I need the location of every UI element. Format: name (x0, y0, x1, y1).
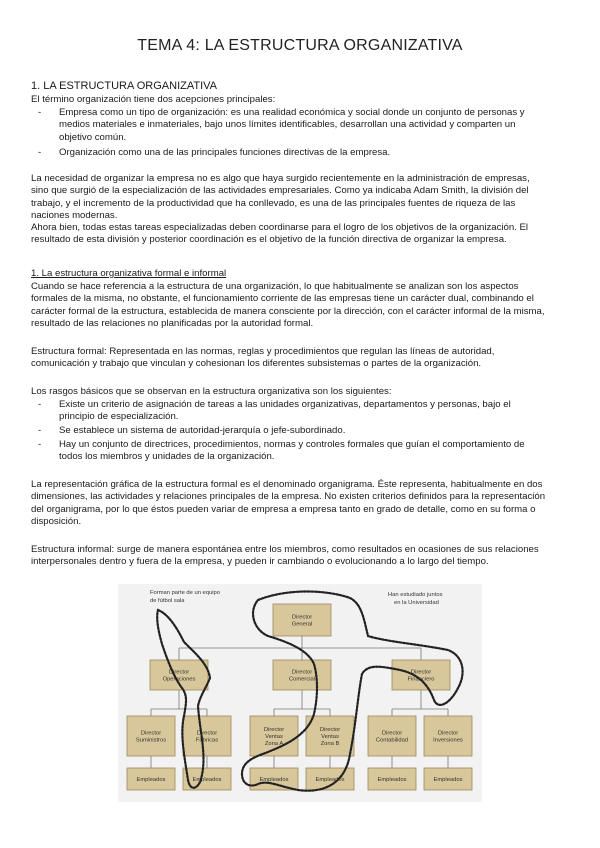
list-item (59, 147, 574, 159)
paragraph (31, 281, 576, 330)
annotation-right-line: en la Universidad (394, 600, 439, 606)
chart-box-label: Operaciones (162, 676, 196, 683)
chart-box-label: Empleados (136, 777, 166, 783)
chart-box-label: Empleados (315, 777, 345, 783)
paragraph-line: sino que surgió de la especialización de las actividades empresariales. Como ya indicaba Adam Smith, la división del (31, 185, 529, 197)
chart-box-label: Fábricas (195, 737, 219, 744)
chart-box-label: Inversiones (433, 737, 463, 744)
paragraph (31, 479, 576, 528)
list-bullet: - (38, 439, 42, 450)
box-level2 (273, 660, 331, 690)
chart-box-label: Director (168, 669, 190, 676)
chart-box-label: Director (437, 730, 459, 737)
chart-box-label: Director (196, 730, 218, 737)
organization-chart (118, 584, 482, 802)
list-item (59, 399, 574, 424)
chart-box-label: Director (319, 726, 341, 733)
list-item-line: objetivo común. (59, 131, 127, 143)
paragraph-line: resultado de las relaciones no planificadas por la autoridad formal. (31, 317, 314, 329)
annotation-left-line: Forman parte de un equipo (150, 590, 220, 596)
subsection-heading: 1. La estructura organizativa formal e informal (31, 268, 227, 279)
paragraph-line: resultado de esta división y posterior coordinación es el objetivo de la función directiva de organizar la empresa. (31, 234, 507, 246)
chart-box-label: Empleados (259, 777, 289, 783)
list-bullet: - (38, 425, 42, 436)
list-item (59, 439, 574, 464)
paragraph-line: La representación gráfica de la estructura formal es el denominado organigrama. Éste representa, habitualmente en dos (31, 479, 543, 490)
annotation-left-line: de fútbol sala (150, 598, 185, 604)
chart-box-label: Ventas (265, 734, 283, 740)
chart-box-label: Zona A (264, 741, 284, 748)
box-level3 (306, 716, 354, 756)
box-employees (127, 768, 175, 790)
box-employees (368, 768, 416, 790)
chart-box-label: Financiero (407, 676, 435, 683)
chart-box-label: Zona B (320, 741, 340, 748)
paragraph-line: comunicación y trabajo que vinculan y cohesionan los diferentes subsistemas o partes de la organización. (31, 358, 482, 370)
chart-box-label: Director (381, 730, 403, 737)
paragraph-line: Estructura informal: surge de manera espontánea entre los miembros, como resultados en ocasiones de sus relaciones (31, 544, 539, 555)
list-item (59, 425, 574, 437)
paragraph-line: La necesidad de organizar la empresa no es algo que haya surgido recientemente en la administración de empresas, (31, 173, 530, 184)
annotation-right-line: Han estudiado juntos (388, 592, 443, 598)
paragraph-line: del organigrama, por lo que éstos pueden variar de empresa a empresa tanto en grado de detalle, como en su forma o (31, 503, 536, 515)
chart-box-label: Director (140, 730, 162, 737)
list-item-line: principio de especialización. (59, 411, 179, 423)
list-item-line: Organización como una de las principales funciones directivas de la empresa. (59, 147, 391, 158)
box-employees (424, 768, 472, 790)
paragraph-line: interpersonales dentro y fuera de la empresa, y pueden ir cambiando o evolucionando a lo largo del tiempo. (31, 556, 489, 568)
list-bullet: - (38, 147, 42, 158)
chart-box-label: General (291, 621, 313, 628)
paragraph-line: naciones modernas. (31, 209, 118, 221)
list-item-line: medios materiales e inmateriales, bajo unos límites identificables, desarrollan una actividad y comparten un (59, 119, 516, 131)
page-title: TEMA 4: LA ESTRUCTURA ORGANIZATIVA (137, 37, 463, 54)
chart-box-label: Contabilidad (375, 737, 409, 744)
paragraph-line: dimensiones, las actividades y relaciones principales de la empresa. No existen criterios definidos para la representación (31, 491, 546, 503)
paragraph (31, 544, 576, 569)
section-heading: 1. LA ESTRUCTURA ORGANIZATIVA (31, 80, 218, 92)
chart-box-label: Empleados (377, 777, 407, 783)
chart-box-label: Director (263, 726, 285, 733)
paragraph (31, 346, 576, 371)
box-level2 (392, 660, 450, 690)
list-item-line: Existe un criterio de asignación de tareas a las unidades organizativas, departamentos y personas, bajo el (59, 399, 511, 410)
list-bullet: - (38, 399, 42, 410)
box-director-general (273, 604, 331, 636)
chart-box-label: Suministros (135, 737, 167, 744)
list-item-line: todos los miembros y unidades de la organización. (59, 451, 275, 463)
chart-box-label: Ventas (321, 734, 339, 740)
chart-box-label: Director (291, 669, 313, 676)
chart-box-label: Empleados (433, 777, 463, 783)
paragraph-line: Ahora bien, todas estas tareas especializadas deben coordinarse para el logro de los objetivos de la organización. El (31, 222, 529, 234)
chart-box-label: Director (291, 614, 313, 621)
paragraph-line: formales de la misma, no obstante, el funcionamiento corriente de las empresas tiene un carácter dual, combinando el (31, 293, 534, 305)
chart-box-label: Director (410, 669, 432, 676)
paragraph (31, 173, 576, 247)
paragraph: Los rasgos básicos que se observan en la estructura organizativa son los siguientes: (31, 386, 392, 397)
box-level3 (183, 716, 231, 756)
paragraph-line: Cuando se hace referencia a la estructura de una organización, lo que habitualmente se analizan son los aspectos (31, 281, 519, 292)
list-bullet: - (38, 107, 42, 118)
chart-box-label: Comercial (288, 676, 316, 683)
intro-line: El término organización tiene dos acepciones principales: (31, 94, 276, 105)
paragraph-line: trabajo, y el incremento de la productividad que ha conllevado, es una de las principales fuentes de riqueza de las (31, 197, 516, 209)
box-employees (250, 768, 298, 790)
paragraph-line: carácter formal de la estructura, establecida de manera consciente por la dirección, con el carácter informal de la misma, (31, 305, 545, 317)
list-item-line: Hay un conjunto de directrices, procedimientos, normas y controles formales que guían el comportamiento de (59, 439, 525, 450)
paragraph-line: Estructura formal: Representada en las normas, reglas y procedimientos que regulan las líneas de autoridad, (31, 346, 495, 357)
list-item (59, 107, 574, 144)
list-item-line: Se establece un sistema de autoridad-jerarquía o jefe-subordinado. (59, 425, 346, 436)
chart-box-label: Empleados (192, 777, 222, 783)
paragraph-line: disposición. (31, 515, 82, 527)
box-level3 (368, 716, 416, 756)
box-level3 (127, 716, 175, 756)
list-item-line: Empresa como un tipo de organización: es una realidad económica y social donde un conjunto de personas y (59, 107, 525, 118)
box-level3 (424, 716, 472, 756)
